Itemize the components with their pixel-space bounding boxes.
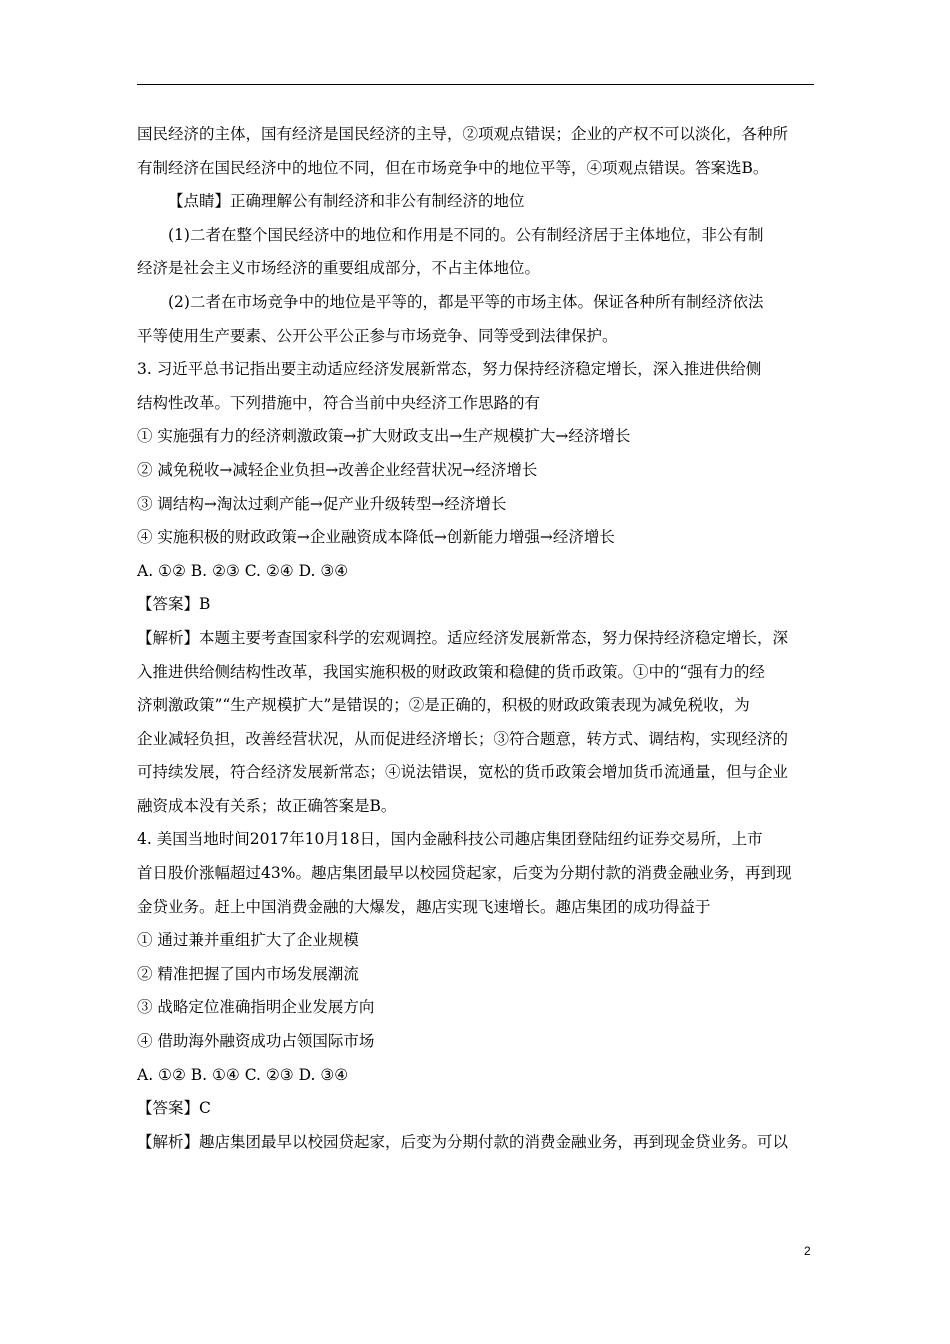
question-4-stem: 金贷业务。赶上中国消费金融的大爆发，趣店实现飞速增长。趣店集团的成功得益于 bbox=[137, 897, 711, 916]
question-4-option: ④ 借助海外融资成功占领国际市场 bbox=[137, 1032, 375, 1051]
question-3-answer: 【答案】B bbox=[137, 595, 211, 614]
text-line: (1)二者在整个国民经济中的地位和作用是不同的。公有制经济居于主体地位，非公有制 bbox=[168, 225, 764, 244]
text-line: 经济是社会主义市场经济的重要组成部分，不占主体地位。 bbox=[137, 259, 541, 278]
text-line: 平等使用生产要素、公开公平公正参与市场竞争、同等受到法律保护。 bbox=[137, 326, 618, 345]
question-4-analysis: 【解析】趣店集团最早以校园贷起家，后变为分期付款的消费金融业务，再到现金贷业务。可以 bbox=[137, 1132, 789, 1151]
question-4-choices: A. ①② B. ①④ C. ②③ D. ③④ bbox=[137, 1065, 349, 1084]
text-line: 有制经济在国民经济中的地位不同，但在市场竞争中的地位平等，④项观点错误。答案选B。 bbox=[137, 158, 769, 177]
tip-heading: 【点睛】正确理解公有制经济和非公有制经济的地位 bbox=[168, 192, 525, 211]
question-3-analysis: 融资成本没有关系；故正确答案是B。 bbox=[137, 796, 397, 815]
question-3-analysis: 济刺激政策”“生产规模扩大”是错误的；②是正确的，积极的财政政策表现为减免税收，为 bbox=[137, 696, 750, 715]
question-3-option: ③ 调结构→淘汰过剩产能→促产业升级转型→经济增长 bbox=[137, 494, 507, 513]
question-3-option: ① 实施强有力的经济刺激政策→扩大财政支出→生产规模扩大→经济增长 bbox=[137, 427, 631, 446]
text-line: 国民经济的主体，国有经济是国民经济的主导，②项观点错误；企业的产权不可以淡化，各种所 bbox=[137, 125, 789, 143]
question-3-option: ④ 实施积极的财政政策→企业融资成本降低→创新能力增强→经济增长 bbox=[137, 528, 615, 547]
question-3-analysis: 企业减轻负担，改善经营状况，从而促进经济增长；③符合题意，转方式、调结构，实现经济的 bbox=[137, 729, 789, 748]
question-4-stem: 首日股价涨幅超过43%。趣店集团最早以校园贷起家，后变为分期付款的消费金融业务，再到现 bbox=[137, 864, 792, 883]
text-line: (2)二者在市场竞争中的地位是平等的，都是平等的市场主体。保证各种所有制经济依法 bbox=[168, 292, 764, 311]
question-4-stem: 4. 美国当地时间2017年10月18日，国内金融科技公司趣店集团登陆纽约证券交易所，上市 bbox=[137, 830, 763, 849]
question-4-option: ③ 战略定位准确指明企业发展方向 bbox=[137, 998, 375, 1017]
page-number: 2 bbox=[804, 1244, 811, 1258]
question-4-answer: 【答案】C bbox=[137, 1099, 211, 1118]
question-3-option: ② 减免税收→减轻企业负担→改善企业经营状况→经济增长 bbox=[137, 460, 538, 479]
page-content bbox=[137, 118, 817, 1159]
question-3-analysis: 入推进供给侧结构性改革，我国实施积极的财政政策和稳健的货币政策。①中的“强有力的经 bbox=[137, 662, 765, 681]
question-3-analysis: 可持续发展，符合经济发展新常态；④说法错误，宽松的货币政策会增加货币流通量，但与企业 bbox=[137, 763, 789, 782]
question-3-stem: 3. 习近平总书记指出要主动适应经济发展新常态，努力保持经济稳定增长，深入推进供给侧 bbox=[137, 360, 762, 379]
question-3-analysis: 【解析】本题主要考查国家科学的宏观调控。适应经济发展新常态，努力保持经济稳定增长，深 bbox=[137, 628, 789, 647]
question-4-option: ② 精准把握了国内市场发展潮流 bbox=[137, 964, 359, 983]
header-rule bbox=[137, 84, 814, 85]
question-3-choices: A. ①② B. ②③ C. ②④ D. ③④ bbox=[137, 561, 349, 580]
question-4-option: ① 通过兼并重组扩大了企业规模 bbox=[137, 931, 359, 950]
question-3-stem: 结构性改革。下列措施中，符合当前中央经济工作思路的有 bbox=[137, 393, 541, 412]
